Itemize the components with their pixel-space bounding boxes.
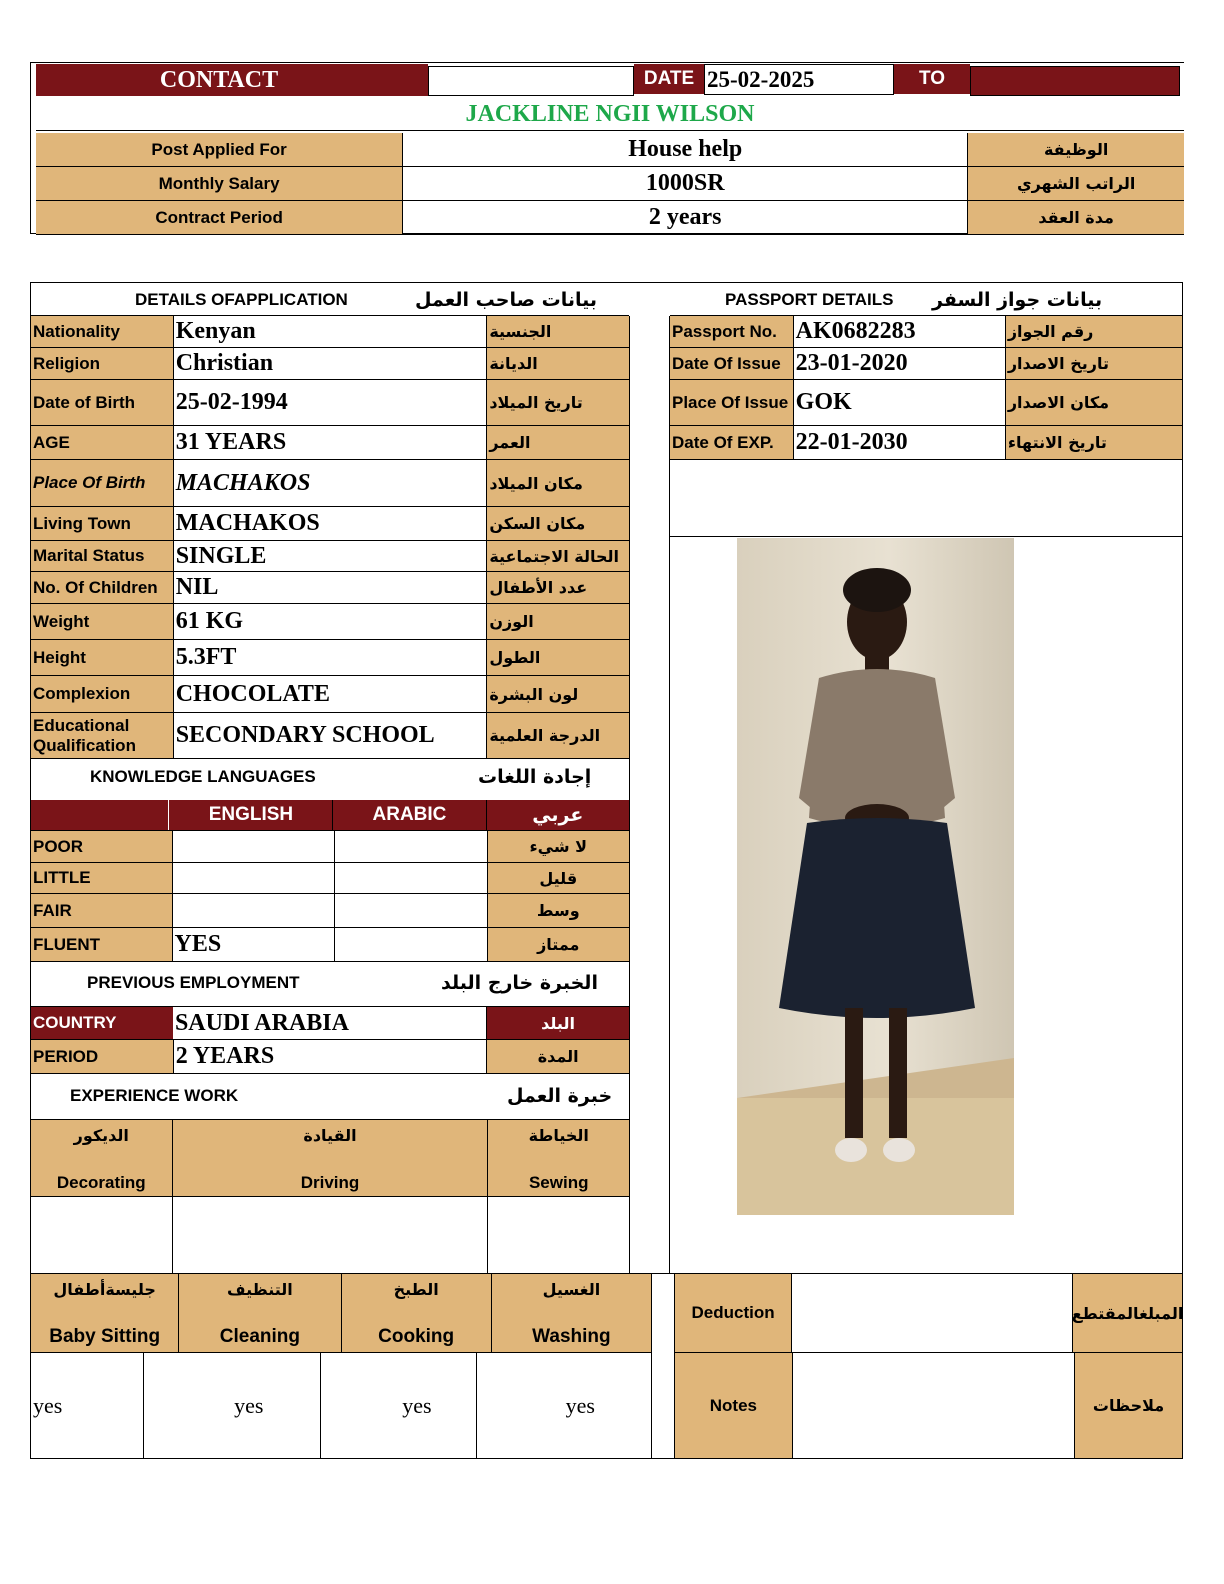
fair-ar: وسط [488,894,629,927]
driving-value[interactable] [173,1197,489,1274]
level-little: LITTLE [31,863,173,893]
english-col-header: ENGLISH [169,800,333,830]
country-value: SAUDI ARABIA [173,1007,487,1039]
photo-figure [737,538,1014,1215]
issue-place-label: Place Of Issue [670,380,794,425]
languages-corner [31,800,169,830]
fair-arabic[interactable] [335,894,487,927]
period-value: 2 YEARS [174,1040,488,1073]
poor-ar: لا شيء [488,831,629,862]
little-arabic[interactable] [335,863,487,893]
weight-value: 61 KG [174,604,488,639]
issue-date-label: Date Of Issue [670,348,794,379]
skill-driving: القيادة Driving [173,1120,489,1196]
religion-label: Religion [31,348,174,379]
deduction-label: Deduction [675,1274,792,1352]
middle-divider-left [629,316,630,1274]
fluent-english[interactable]: YES [173,928,336,961]
contract-value: 2 years [403,201,968,234]
contract-ar: مدة العقد [968,201,1184,234]
employment-title: PREVIOUS EMPLOYMENT الخبرة خارج البلد [87,972,598,994]
salary-label: Monthly Salary [36,167,403,200]
weight-ar: الوزن [487,604,629,639]
fluent-arabic[interactable] [335,928,487,961]
living-town-value: MACHAKOS [174,507,488,540]
arabic-col-header: ARABIC [333,800,486,830]
pob-ar: مكان الميلاد [487,460,629,506]
notes-ar: ملاحظات [1075,1353,1182,1458]
poor-english[interactable] [173,831,336,862]
marital-ar: الحالة الاجتماعية [487,541,629,571]
passport-title: PASSPORT DETAILS بيانات جواز السفر [670,284,1182,316]
application-table [31,316,629,759]
deduction-field[interactable] [792,1274,1073,1352]
applicant-photo [737,538,1014,1215]
contact-spacer [402,64,428,96]
passport-no-value: AK0682283 [794,316,1006,347]
poor-arabic[interactable] [335,831,487,862]
deduction-ar: المبلغالمقتطع [1073,1274,1182,1352]
expiry-date-label: Date Of EXP. [670,426,794,459]
to-label: TO [894,64,970,94]
dob-ar: تاريخ الميلاد [487,380,629,425]
dob-value: 25-02-1994 [174,380,488,425]
age-label: AGE [31,426,174,459]
passport-table [670,316,1182,460]
age-ar: العمر [487,426,629,459]
passport-blank [670,536,1182,537]
job-table [36,133,1184,235]
notes-label: Notes [675,1353,793,1458]
marital-label: Marital Status [31,541,174,571]
applicant-name: JACKLINE NGII WILSON [36,99,1184,131]
nationality-ar: الجنسية [487,316,629,347]
issue-place-ar: مكان الاصدار [1006,380,1182,425]
living-town-label: Living Town [31,507,174,540]
to-field[interactable] [970,66,1180,96]
education-ar: الدرجة العلمية [487,713,629,758]
religion-value: Christian [174,348,488,379]
salary-ar: الراتب الشهري [968,167,1184,200]
living-town-ar: مكان السكن [487,507,629,540]
decorating-value[interactable] [31,1197,173,1274]
pob-value: MACHAKOS [174,460,488,506]
height-ar: الطول [487,640,629,675]
washing-value: yes [477,1353,652,1458]
experience-table [31,1119,629,1274]
employment-table [31,1006,629,1074]
salary-value: 1000SR [403,167,968,200]
duties-table [31,1274,652,1458]
baby-sitting-value: yes [31,1353,144,1458]
post-label: Post Applied For [36,133,403,166]
duty-cooking: الطبخ Cooking [342,1274,492,1352]
education-label: Educational Qualification [31,713,174,758]
date-value[interactable]: 25-02-2025 [704,64,894,95]
height-value: 5.3FT [174,640,488,675]
nationality-value: Kenyan [174,316,488,347]
age-value: 31 YEARS [174,426,488,459]
nationality-label: Nationality [31,316,174,347]
religion-ar: الديانة [487,348,629,379]
post-ar: الوظيفة [968,133,1184,166]
fair-english[interactable] [173,894,336,927]
arabic-ar-header: عربي [532,804,584,826]
skill-sewing: الخياطة Sewing [488,1120,629,1196]
sewing-value[interactable] [488,1197,629,1274]
languages-table [31,800,629,962]
little-ar: قليل [488,863,629,893]
deduction-notes-table [675,1274,1182,1458]
issue-date-ar: تاريخ الاصدار [1006,348,1182,379]
cooking-value: yes [321,1353,477,1458]
passport-no-label: Passport No. [670,316,794,347]
period-ar: المدة [487,1040,629,1073]
complexion-value: CHOCOLATE [174,676,488,712]
dob-label: Date of Birth [31,380,174,425]
little-english[interactable] [173,863,336,893]
level-fair: FAIR [31,894,173,927]
passport-no-ar: رقم الجواز [1006,316,1182,347]
country-ar: البلد [487,1007,629,1039]
fluent-ar: ممتاز [488,928,629,961]
level-fluent: FLUENT [31,928,173,961]
marital-value: SINGLE [174,541,488,571]
post-value: House help [403,133,968,166]
issue-date-value: 23-01-2020 [794,348,1006,379]
experience-title: EXPERIENCE WORK خبرة العمل [70,1085,613,1107]
weight-label: Weight [31,604,174,639]
children-ar: عدد الأطفال [487,572,629,603]
date-label: DATE [634,64,704,94]
application-title: DETAILS OFAPPLICATION بيانات صاحب العمل [31,284,629,316]
duty-washing: الغسيل Washing [492,1274,652,1352]
complexion-ar: لون البشرة [487,676,629,712]
issue-place-value: GOK [794,380,1006,425]
period-label: PERIOD [31,1040,174,1073]
level-poor: POOR [31,831,173,862]
country-label: COUNTRY [31,1007,173,1039]
cleaning-value: yes [144,1353,321,1458]
pob-label: Place Of Birth [31,460,174,506]
education-value: SECONDARY SCHOOL [174,713,488,758]
complexion-label: Complexion [31,676,174,712]
duty-baby-sitting: جليسةأطفال Baby Sitting [31,1274,179,1352]
height-label: Height [31,640,174,675]
skill-decorating: الديكور Decorating [31,1120,173,1196]
children-value: NIL [174,572,488,603]
contact-label: CONTACT [36,64,402,96]
expiry-date-ar: تاريخ الانتهاء [1006,426,1182,459]
duty-cleaning: التنظيف Cleaning [179,1274,341,1352]
contact-field[interactable] [428,66,634,96]
languages-title: KNOWLEDGE LANGUAGES إجادة اللغات [90,766,592,788]
notes-field[interactable] [793,1353,1075,1458]
contract-label: Contract Period [36,201,403,234]
expiry-date-value: 22-01-2030 [794,426,1006,459]
children-label: No. Of Children [31,572,174,603]
